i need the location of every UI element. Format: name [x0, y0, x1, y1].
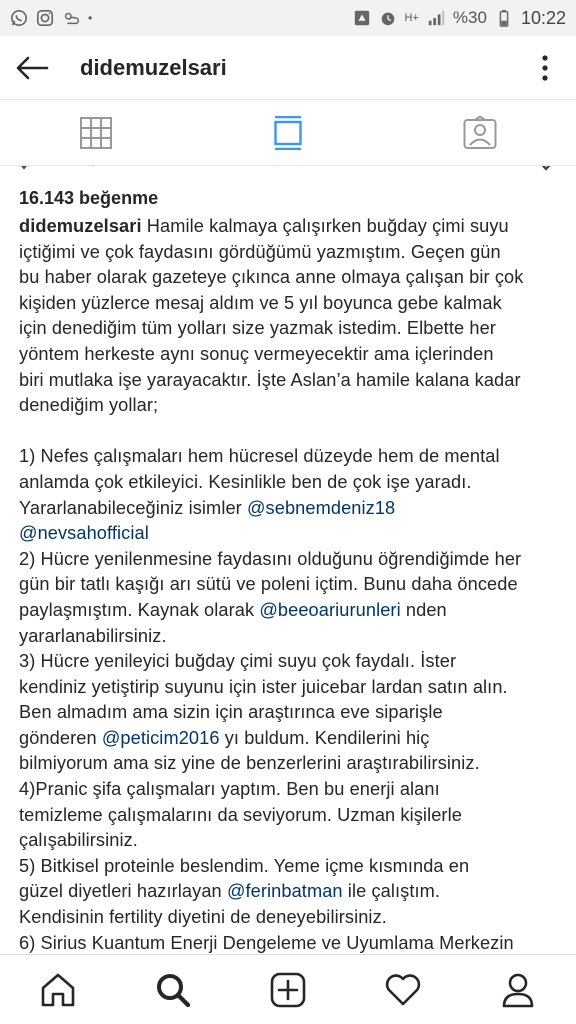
caption-line: [19, 444, 564, 470]
caption-line: [19, 547, 564, 573]
caption-text: içtiğimi ve çok faydasını gördüğümü yazmıştım. Geçen gün: [19, 241, 501, 262]
like-count[interactable]: 16.143 beğenme: [19, 188, 159, 208]
nav-new-post[interactable]: [260, 962, 316, 1018]
caption-text: 4)Pranic şifa çalışmaları yaptım. Ben bu enerji alanı: [19, 779, 440, 800]
caption-blank-line: [19, 419, 564, 445]
caption-line: [19, 879, 564, 905]
caption-line: [19, 393, 564, 419]
caption-text: 3) Hücre yenileyici buğday çimi suyu çok faydalı. İster: [19, 651, 457, 672]
caption-line: [19, 572, 564, 598]
caption-line: [19, 700, 564, 726]
caption-text: denediğim yollar;: [19, 395, 159, 416]
instagram-icon: [36, 9, 54, 27]
caption-line: [19, 368, 564, 394]
caption-text: Hamile kalmaya çalışırken buğday çimi suyu: [141, 216, 509, 236]
caption-text: yöntem herkeste aynı sonuç vermeyecektir ama içlerinden: [19, 343, 494, 364]
search-icon: [156, 973, 190, 1007]
caption-line: [19, 675, 564, 701]
caption-line: [19, 521, 564, 547]
caption-line: [19, 931, 564, 954]
caption-text: yararlanabilirsiniz.: [19, 625, 167, 646]
tab-grid[interactable]: [64, 105, 128, 161]
caption-username[interactable]: didemuzelsari: [19, 216, 142, 236]
whatsapp-icon: [10, 9, 28, 27]
mention-link[interactable]: @sebnemdeniz18: [246, 497, 396, 518]
nav-profile[interactable]: [490, 962, 546, 1018]
caption-text: nden: [400, 599, 447, 620]
caption-line: [19, 624, 564, 650]
caption-text: Yararlanabileceğiniz isimler: [19, 497, 247, 518]
heart-icon: [385, 973, 421, 1007]
caption-line: [19, 316, 564, 342]
tagged-person-icon: [463, 116, 497, 150]
more-options-button[interactable]: [530, 48, 560, 88]
caption-line: [19, 598, 564, 624]
notification-dot: •: [88, 11, 93, 25]
status-left: [10, 9, 92, 27]
caption-line: [19, 265, 564, 291]
profile-icon: [501, 972, 535, 1008]
home-icon: [40, 972, 76, 1008]
nav-search[interactable]: [145, 962, 201, 1018]
caption-line: [19, 470, 564, 496]
arrow-left-icon: [15, 56, 49, 80]
battery-icon: [495, 9, 513, 27]
caption-text: paylaşmıştım. Kaynak olarak: [19, 599, 260, 620]
mention-link[interactable]: @nevsahofficial: [19, 523, 149, 544]
mention-link[interactable]: @beeoariurunleri: [259, 599, 401, 620]
tab-tagged[interactable]: [448, 105, 512, 161]
caption-text: kişiden yüzlerce mesaj aldım ve 5 yıl boyunca gebe kalmak: [19, 292, 502, 313]
network-type: H+: [404, 12, 419, 24]
page-title: didemuzelsari: [80, 54, 227, 80]
post-caption: [19, 214, 564, 954]
add-post-icon: [270, 972, 306, 1008]
mention-link[interactable]: @peticim2016: [101, 727, 220, 748]
caption-line: [19, 342, 564, 368]
nav-home[interactable]: [30, 962, 86, 1018]
post-content: [0, 166, 576, 954]
caption-text: gönderen: [19, 727, 102, 748]
caption-text: 2) Hücre yenilenmesine faydasını olduğunu öğrendiğimde her: [19, 548, 522, 569]
caption-line: [19, 214, 564, 240]
grid-icon: [80, 117, 112, 149]
caption-line: [19, 751, 564, 777]
caption-text: biri mutlaka işe yarayacaktır. İşte Aslan’a hamile kalana kadar: [19, 369, 521, 390]
back-button[interactable]: [12, 48, 52, 88]
caption-line: [19, 803, 564, 829]
caption-text: bilmiyorum ama siz yine de benzerlerini araştırabilirsiniz.: [19, 753, 480, 774]
weather-icon: [62, 9, 80, 27]
status-bar: [0, 0, 576, 36]
clock: 10:22: [520, 7, 566, 28]
caption-text: Kendisinin fertility diyetini de deneyebilirsiniz.: [19, 907, 387, 928]
caption-text: gün bir tatlı kaşığı arı sütü ve poleni içtim. Bunu daha öncede: [19, 574, 518, 595]
caption-line: [19, 496, 564, 522]
caption-text: yı buldum. Kendilerini hiç: [219, 727, 430, 748]
caption-text: çalışabilirsiniz.: [19, 830, 138, 851]
more-vertical-icon: [541, 55, 549, 81]
caption-text: 6) Sirius Kuantum Enerji Dengeleme ve Uyumlama Merkezin: [19, 932, 514, 953]
post-actions-peek: [18, 166, 558, 172]
tab-feed[interactable]: [256, 105, 320, 161]
caption-text: kendiniz yetiştirip suyunu için ister juicebar lardan satın alın.: [19, 676, 508, 697]
bottom-navigation: [0, 954, 576, 1024]
feed-icon: [274, 116, 302, 150]
caption-line: [19, 726, 564, 752]
caption-line: [19, 291, 564, 317]
recycle-icon: [353, 9, 371, 27]
caption-text: ile çalıştım.: [342, 881, 441, 902]
caption-line: [19, 854, 564, 880]
caption-text: 1) Nefes çalışmaları hem hücresel düzeyde hem de mental: [19, 446, 500, 467]
caption-text: anlamda çok etkileyici. Kesinlikle ben de çok işe yaradı.: [19, 471, 472, 492]
alarm-icon: [379, 9, 397, 27]
caption-line: [19, 240, 564, 266]
status-right: [353, 8, 566, 29]
battery-percent: %30: [452, 8, 487, 27]
app-header: [0, 36, 576, 100]
caption-line: [19, 777, 564, 803]
caption-text: bu haber olarak gazeteye çıkınca anne olmaya çalışan bir çok: [19, 267, 524, 288]
mention-link[interactable]: @ferinbatman: [226, 881, 343, 902]
profile-view-tabs: [0, 101, 576, 166]
caption-line: [19, 649, 564, 675]
caption-text: güzel diyetleri hazırlayan: [19, 881, 227, 902]
caption-text: için denediğim tüm yolları size yazmak istedim. Elbette her: [19, 318, 496, 339]
caption-line: [19, 828, 564, 854]
signal-icon: [427, 9, 445, 27]
caption-text: 5) Bitkisel proteinle beslendim. Yeme içme kısmında en: [19, 855, 470, 876]
caption-text: temizleme çalışmalarını da seviyorum. Uzman kişilerle: [19, 804, 462, 825]
caption-line: [19, 905, 564, 931]
caption-text: Ben almadım ama sizin için araştırınca eve siparişle: [19, 702, 443, 723]
nav-activity[interactable]: [375, 962, 431, 1018]
